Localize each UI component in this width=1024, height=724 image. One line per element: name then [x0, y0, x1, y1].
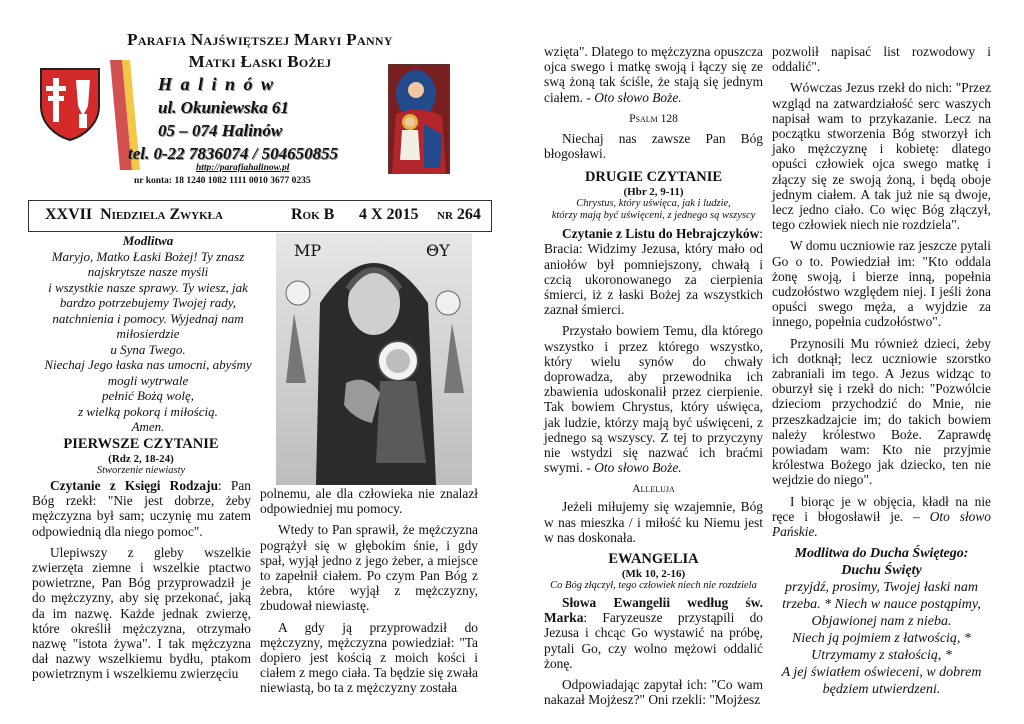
header-town: H a l i n ó w: [158, 74, 276, 94]
first-reading-p2: Ulepiwszy z gleby wszelkie zwierzęta ziemne i wszelkie ptactwo powietrzne, Pan Bóg przyprowadził je do mężczyzny, aby się przekonać, jaką da im nazwę. Każde jednak zwierzę, które określił mężczyzna, otrzymało nazwę "istota żywa". I tak mężczyzna dał nazwy wszelkiemu bydłu, ptakom powietrznym i wszelkiemu zwierzęciu: [32, 544, 251, 682]
sunday-name: XXVII Niedziela Zwykła: [45, 206, 223, 223]
prayer-line: najskrytsze nasze myśli: [87, 264, 209, 279]
bank-account: nr konta: 18 1240 1082 1111 0010 3677 0235: [134, 176, 311, 186]
column-3: [544, 44, 763, 708]
prayer-line: Maryjo, Matko Łaski Bożej! Ty znasz: [51, 248, 245, 264]
liturgical-year: Rok B: [291, 206, 335, 223]
gospel-p3: pozwolił napisać list rozwodowy i oddalić".: [772, 44, 991, 75]
holy-spirit-prayer: [772, 545, 991, 698]
header-street: ul. Okuniewska 61: [158, 98, 289, 117]
psalm-text: Niechaj nas zawsze Pan Bóg błogosławi.: [544, 130, 763, 162]
prayer-line: z wielką pokorą i miłością.: [78, 403, 218, 419]
holy-spirit-prayer-line: Objawionej nam z nieba.: [811, 614, 952, 630]
prayer-line: u Syna Twego.: [110, 341, 186, 357]
gospel-p6: Przynosili Mu również dzieci, żeby ich dotknął; lecz uczniowie szorstko zabraniali im tego. A Jezus widząc to oburzył się i rzekł do nich: "Pozwólcie dzieciom przychodzić do Mnie, nie przeszkadzajcie im; do takich bowiem należy królestwo Boże. Zaprawdę powiadam wam: Kto nie przyjmie królestwa Bożego jak dziecko, ten nie wejdzie do niego".: [772, 335, 991, 488]
first-reading-para: [32, 478, 251, 539]
gospel-title: EWANGELIA: [608, 551, 699, 568]
madonna-icon-image: [388, 64, 450, 174]
second-reading-subtitle-1: Chrystus, który uświęca, jak i ludzie,: [576, 198, 731, 210]
prayer-line: bardzo potrzebujemy Twojej rady,: [59, 295, 237, 310]
second-reading-subtitle-2: którzy mają być uświęceni, z jednego są wszyscy: [551, 210, 756, 222]
prayer-line: miłosierdzie: [116, 326, 180, 341]
first-reading-end: wzięta". Dlatego to mężczyzna opuszcza ojca swego i matkę swoją i łączy się ze swą żoną tak ściśle, że stają się jednym ciałem.: [544, 44, 763, 105]
website-link[interactable]: http://parafiahalinow.pl: [196, 163, 290, 173]
second-reading-closing: - Oto słowo Boże.: [583, 460, 682, 476]
parish-shield-logo: [38, 66, 102, 142]
first-reading-p5: A gdy ją przyprowadził do mężczyzny, mężczyzna powiedział: "Ta dopiero jest kością z moich kości i ciałem z mego ciała. Ta będzie się zwała niewiastą, bo ta z mężczyzny została: [260, 619, 478, 696]
prayer-line: Niechaj Jego łaska nas umocni, abyśmy: [44, 357, 252, 372]
first-reading-p3: polnemu, ale dla człowieka nie znalazł odpowiedniej mu pomocy.: [260, 486, 478, 517]
alleluia-text: Jeżeli miłujemy się wzajemnie, Bóg w nas mieszka / i miłość ku Niemu jest w nas doskonała.: [544, 499, 763, 545]
icon-monogram-left: MP: [294, 241, 322, 260]
first-reading-subtitle: Stworzenie niewiasty: [96, 465, 186, 476]
gospel-lead: Słowa Ewangelii według św. Marka: [544, 595, 763, 626]
prayer-line: i wszystkie nasze sprawy. Ty wiesz, jak: [48, 279, 248, 295]
issue-number: nr 264: [437, 206, 481, 223]
holy-spirit-prayer-line: Niech ją pojmiem z łatwością, *: [792, 631, 971, 647]
second-reading-title: DRUGIE CZYTANIE: [584, 169, 723, 186]
header-postcode: 05 – 074 Halinów: [158, 121, 283, 140]
first-reading-p1: : Pan Bóg rzekł: "Nie jest dobrze, żeby mężczyzna był sam; uczynię mu zatem odpowiednią dla niego pomoc".: [32, 478, 251, 539]
first-reading-lead: Czytanie z Księgi Rodzaju: [50, 478, 219, 493]
holy-spirit-prayer-line: będziem utwierdzeni.: [822, 682, 941, 698]
psalm-title: Psalm 128: [629, 112, 678, 125]
perpetual-help-icon-image: [276, 233, 472, 485]
first-reading-text-col1: [32, 478, 251, 682]
prayer-block: [26, 233, 270, 435]
prayer-line: Amen.: [131, 419, 165, 434]
first-reading-ref: (Rdz 2, 18-24): [108, 453, 174, 465]
parish-name: Parafia Najświętszej Maryi Panny: [127, 30, 393, 49]
gospel-ref: (Mk 10, 2-16): [621, 568, 686, 581]
column-4: [772, 44, 991, 698]
second-reading-p2: Przystało bowiem Temu, dla którego wszystko i przez którego wszystko, który wielu synów do chwały doprowadza, aby przewodnika ich zbawienia udoskonalił przez cierpienie. Tak bowiem Chrystus, który uświęca, jak ludzie, którzy mają być uświęceni, z jednego są wszyscy. Z tej to przyczyny nie wstydzi się nazwać ich braćmi swymi.: [544, 323, 763, 476]
holy-spirit-prayer-line: A jej światłem oświeceni, w dobrem: [781, 665, 982, 681]
gospel-closing: – Oto słowo Pańskie.: [772, 508, 991, 540]
first-reading-header: [30, 436, 252, 477]
gospel-p1: : Faryzeusze przystąpili do Jezusa i chcąc Go wystawić na próbę, pytali Go, czy wolno mężowi oddalić żonę.: [544, 610, 763, 671]
holy-spirit-prayer-line: trzeba. * Niech w nauce postąpimy,: [782, 597, 981, 613]
second-reading-lead: Czytanie z Listu do Hebrajczyków: [562, 226, 760, 242]
first-reading-title: PIERWSZE CZYTANIE: [63, 436, 219, 452]
issue-date: 4 X 2015: [359, 206, 419, 223]
prayer-line: mogli wytrwale: [107, 372, 189, 388]
second-reading-ref: (Hbr 2, 9-11): [623, 186, 684, 199]
first-reading-closing: - Oto słowo Boże.: [583, 89, 682, 105]
holy-spirit-prayer-subtitle: Duchu Święty: [841, 563, 922, 579]
prayer-title: Modlitwa: [122, 233, 174, 248]
prayer-line: pełnić Bożą wolę,: [101, 388, 195, 403]
second-reading-p1: : Bracia: Widzimy Jezusa, który mało od aniołów był pomniejszony, chwałą i czcią ukoronowanego za cierpienia śmierci, iż z łaski Bożej za wszystkich zaznał śmierci.: [544, 226, 763, 318]
gospel-p7: I biorąc je w objęcia, kładł na nie ręce i błogosławił je.: [772, 493, 991, 524]
prayer-line: natchnienia i pomocy. Wyjednaj nam: [52, 310, 244, 326]
holy-spirit-prayer-title: Modlitwa do Ducha Świętego:: [794, 546, 969, 562]
icon-monogram-right: ΘY: [426, 241, 450, 260]
gospel-p4: Wówczas Jezus rzekł do nich: "Przez wzgląd na zatwardziałość serc waszych napisał wam to przykazanie. Lecz na początku stworzenia Bóg stworzył ich jako mężczyznę i kobietę: dlatego opuści człowiek ojca swego matkę i złączy się ze swoją żoną, i będą oboje jednym ciałem. A tak już nie są dwoje, lecz jedno ciało. Co więc Bóg złączył, tego człowiek niech nie rozdziela".: [772, 80, 991, 233]
gospel-subtitle: Co Bóg złączył, tego człowiek niech nie rozdziela: [550, 580, 757, 592]
holy-spirit-prayer-line: Utrzymamy z stałością, *: [811, 648, 952, 664]
first-reading-text-col2: [260, 486, 478, 696]
gospel-p5: W domu uczniowie raz jeszcze pytali Go o to. Powiedział im: "Kto oddala żonę swoją, i bierze inną, popełnia cudzołóstwo względem niej. I jeśli żona opuści swego męża, a wyjdzie za innego, popełnia cudzołóstwo".: [772, 238, 991, 330]
alleluia-title: Alleluja: [632, 483, 675, 496]
first-reading-p4: Wtedy to Pan sprawił, że mężczyzna pogrążył się w głębokim śnie, i gdy spał, wyjął jedno z jego żeber, a miejsce to zapełnił ciałem. Po czym Pan Bóg z żebra, które wyjął z mężczyzny, zbudował niewiastę.: [260, 522, 478, 614]
issue-bar: [28, 200, 492, 232]
header-phone: tel. 0-22 7836074 / 504650855: [128, 144, 339, 163]
holy-spirit-prayer-line: przyjdź, prosimy, Twojej łaski nam: [785, 580, 978, 596]
gospel-p2: Odpowiadając zapytał ich: "Co wam nakazał Mojżesz?" Oni rzekli: "Mojżesz: [544, 677, 763, 708]
parish-subname: Matki Łaski Bożej: [188, 52, 332, 71]
